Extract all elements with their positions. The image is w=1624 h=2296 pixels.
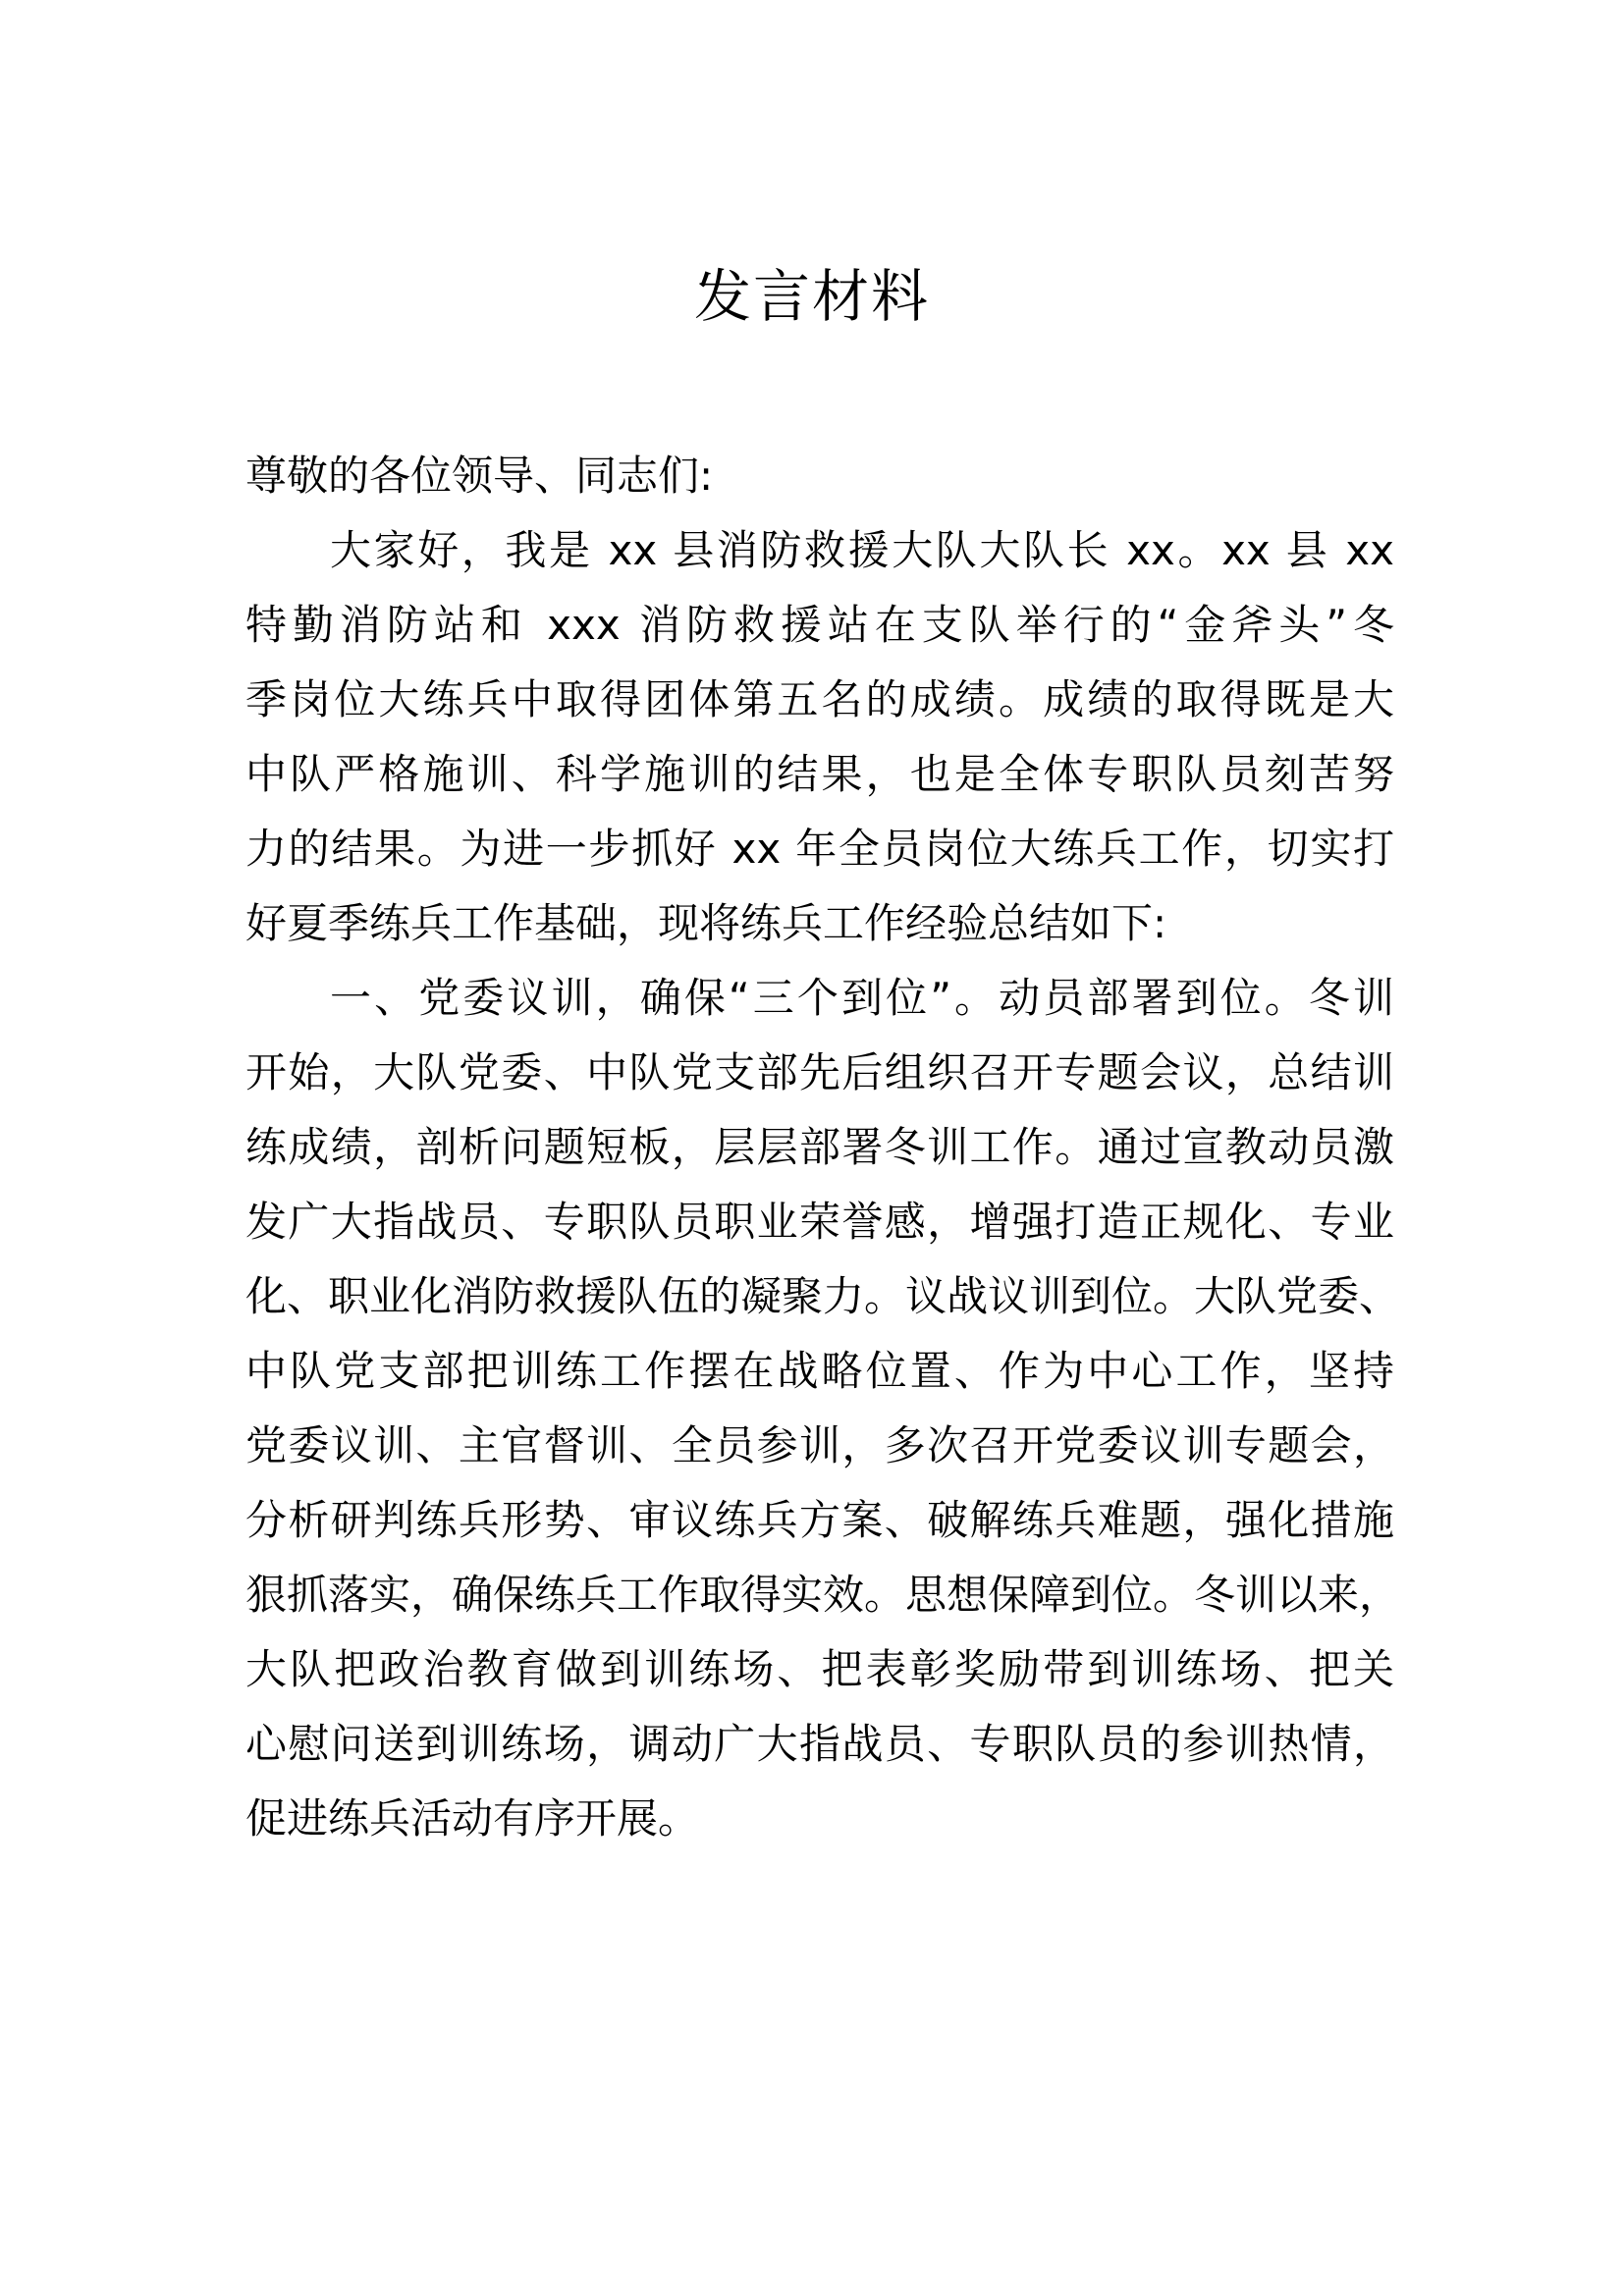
salutation: 尊敬的各位领导、同志们: <box>245 452 714 500</box>
paragraph-2-line: 心慰问送到训练场，调动广大指战员、专职队员的参训热情， <box>245 1720 1394 1768</box>
paragraph-2-line: 狠抓落实，确保练兵工作取得实效。思想保障到位。冬训以来， <box>245 1571 1401 1619</box>
paragraph-2-line: 开始，大队党委、中队党支部先后组织召开专题会议，总结训 <box>245 1048 1394 1096</box>
paragraph-1-line: 好夏季练兵工作基础，现将练兵工作经验总结如下: <box>245 899 1167 947</box>
paragraph-1-line: 中队严格施训、科学施训的结果，也是全体专职队员刻苦努 <box>245 750 1394 798</box>
paragraph-2-line: 分析研判练兵形势、审议练兵方案、破解练兵难题，强化措施 <box>245 1496 1394 1544</box>
paragraph-1-line: 大家好，我是 xx 县消防救援大队大队长 xx。xx 县 xx <box>330 526 1394 574</box>
paragraph-2-line: 化、职业化消防救援队伍的凝聚力。议战议训到位。大队党委、 <box>245 1272 1401 1320</box>
paragraph-2-line: 发广大指战员、专职队员职业荣誉感，增强打造正规化、专业 <box>245 1198 1394 1246</box>
paragraph-2-line: 促进练兵活动有序开展。 <box>245 1794 700 1842</box>
paragraph-2-line: 大队把政治教育做到训练场、把表彰奖励带到训练场、把关 <box>245 1645 1394 1693</box>
paragraph-2-line: 党委议训、主官督训、全员参训，多次召开党委议训专题会， <box>245 1421 1394 1469</box>
document-title: 发言材料 <box>693 263 930 330</box>
paragraph-1-line: 特勤消防站和 xxx 消防救援站在支队举行的“金斧头”冬 <box>245 601 1394 649</box>
paragraph-1-line: 力的结果。为进一步抓好 xx 年全员岗位大练兵工作，切实打 <box>245 825 1394 873</box>
paragraph-1-line: 季岗位大练兵中取得团体第五名的成绩。成绩的取得既是大 <box>245 675 1394 723</box>
paragraph-2-line: 练成绩，剖析问题短板，层层部署冬训工作。通过宣教动员激 <box>245 1123 1394 1171</box>
paragraph-2-line: 中队党支部把训练工作摆在战略位置、作为中心工作，坚持 <box>245 1347 1394 1395</box>
paragraph-2-line: 一、党委议训，确保“三个到位”。动员部署到位。冬训 <box>330 974 1394 1022</box>
